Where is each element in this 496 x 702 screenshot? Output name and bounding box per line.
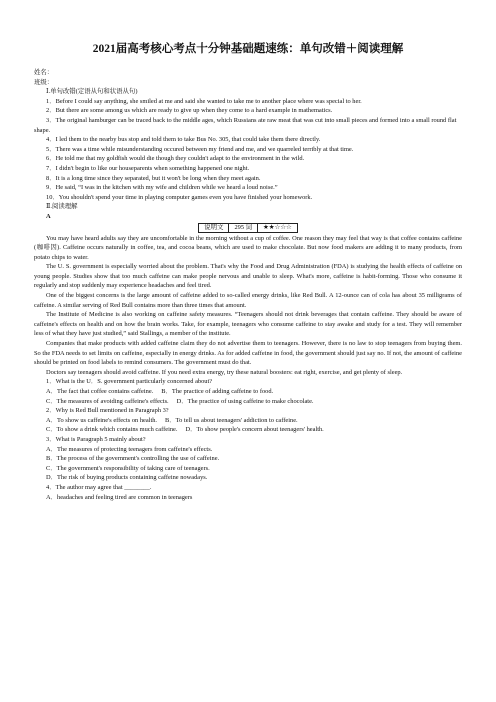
document-title: 2021届高考核心考点十分钟基础题速练：单句改错＋阅读理解 [92,43,404,55]
question-list [34,377,462,502]
passage-paragraph: The Institute of Medicine is also working on caffeine safety measures. “Teenagers should not drink beverages that contain caffeine. They should be aware of caffeine's effects on health and on how the brain works. Take, for example, teenagers who consume caffeine to stay awake and study for a test. They will remember less of what they have just studied,” said Stallings, a member of the institute. [34,311,462,338]
sentence-item: 7．I didn't begin to like our houseparents when something happened one night. [46,164,250,172]
passage-info-table [198,223,297,233]
question-option: A．The fact that coffee contains caffeine. B．The practice of adding caffeine to food. [46,388,274,395]
question-option: C．To show a drink which contains much caffeine. D．To show people's concern about teenagers' health. [46,426,324,434]
passage-paragraph: You may have heard adults say they are uncomfortable in the morning without a cup of coffee. One reason they may feel that way is that coffee contains caffeine (咖啡因). Caffeine occurs naturally in coffee, tea, and cocoa beans, which are used to make chocolate. But now food makers are adding it to many products, from potato chips to water. [34,234,462,261]
question-option: A．The measures of protecting teenagers from caffeine's effects. [46,445,213,453]
passage-paragraph: Companies that make products with added caffeine claim they do not advertise them to teenagers. However, there is no law to stop teenagers from buying them. So the FDA needs to set limits on caffeine, especially in energy drinks. As for added caffeine in food, the government should just say no. If not, the amount of caffeine should be printed on food labels to remind consumers. The government must do that. [34,340,462,367]
question-option: C．The government's responsibility of taking care of teenagers. [46,464,210,472]
sentence-item: 6．He told me that my goldfish would die though they couldn't adapt to the environment in the wild. [46,155,305,163]
question-option: C．The measures of avoiding caffeine's effects. D．The practice of using caffeine to make chocolate. [46,397,314,405]
sentence-item: 8．It is a long time since they separated, but it won't be long when they meet again. [46,174,261,182]
sentence-item: 9．He said, “I was in the kitchen with my wife and children while we heard a loud noise.” [46,184,278,192]
section1-header: Ⅰ.单句改错(定语从句和状语从句) [46,88,138,96]
passage-paragraph: The U. S. government is especially worried about the problem. That's why the Food and Drug Administration (FDA) is studying the health effects of caffeine on young people. Studies show that too much caffeine can make people nervous and unable to sleep. What's more, caffeine is habit-forming. Those who consume it regularly and stop suddenly may experience headaches and feel tired. [34,263,462,290]
sentence-item: 3．The original hamburger can be traced back to the middle ages, which Russians ate raw meat that was cut into small pieces and formed into a small round flat shape. [34,116,457,134]
name-field-label: 姓名： [34,69,54,76]
question-stem: 2．Why is Red Bull mentioned in Paragraph 3? [46,407,169,415]
sentence-item: 2．But there are some among us which are ready to give up when they come to a hard example in mathematics. [46,107,333,115]
word-count-cell: 295 词 [229,223,258,232]
question-option: D．The risk of buying products containing caffeine nowadays. [46,474,208,482]
question-option: A．To show us caffeine's effects on health. B．To tell us about teenagers' addiction to caffeine. [46,416,298,424]
question-stem: 1．What is the U．S. government particularly concerned about? [46,378,213,386]
difficulty-cell: ★★☆☆☆ [258,223,298,232]
genre-cell: 说明文 [199,223,229,232]
sentence-item: 5．There was a time while misunderstanding occured between my friend and me, and we quarreled terribly at that time. [46,145,354,153]
sentence-list [34,97,462,203]
passage-paragraph: Doctors say teenagers should avoid caffeine. If you need extra energy, try these natural boosters: eat right, exercise, and get plenty of sleep. [46,368,403,376]
passage-body [34,234,462,378]
passage-paragraph: One of the biggest concerns is the large amount of caffeine added to so-called energy drinks, like Red Bull. A 12-ounce can of cola has about 35 milligrams of caffeine. A similar serving of Red Bull contains more than three times that amount. [34,292,462,309]
passage-letter: A [46,212,51,220]
sentence-item: 4．I led them to the nearby bus stop and told them to take Bus No. 305, that could take them there directly. [46,136,321,144]
question-stem: 3．What is Paragraph 5 mainly about? [46,435,146,443]
sentence-item: 10．You shouldn't spend your time in playing computer games even you have finished your homework. [46,193,313,201]
question-stem: 4．The author may agree that ________. [46,483,152,491]
question-option: A．headaches and feeling tired are common in teenagers [46,493,193,501]
sentence-item: 1．Before I could say anything, she smiled at me and said she wanted to take me to another place where was special to her. [46,97,362,105]
class-field-label: 班级： [34,78,54,86]
question-option: B．The process of the government's controlling the use of caffeine. [46,455,220,463]
section2-header: Ⅱ.阅读理解 [46,203,78,211]
